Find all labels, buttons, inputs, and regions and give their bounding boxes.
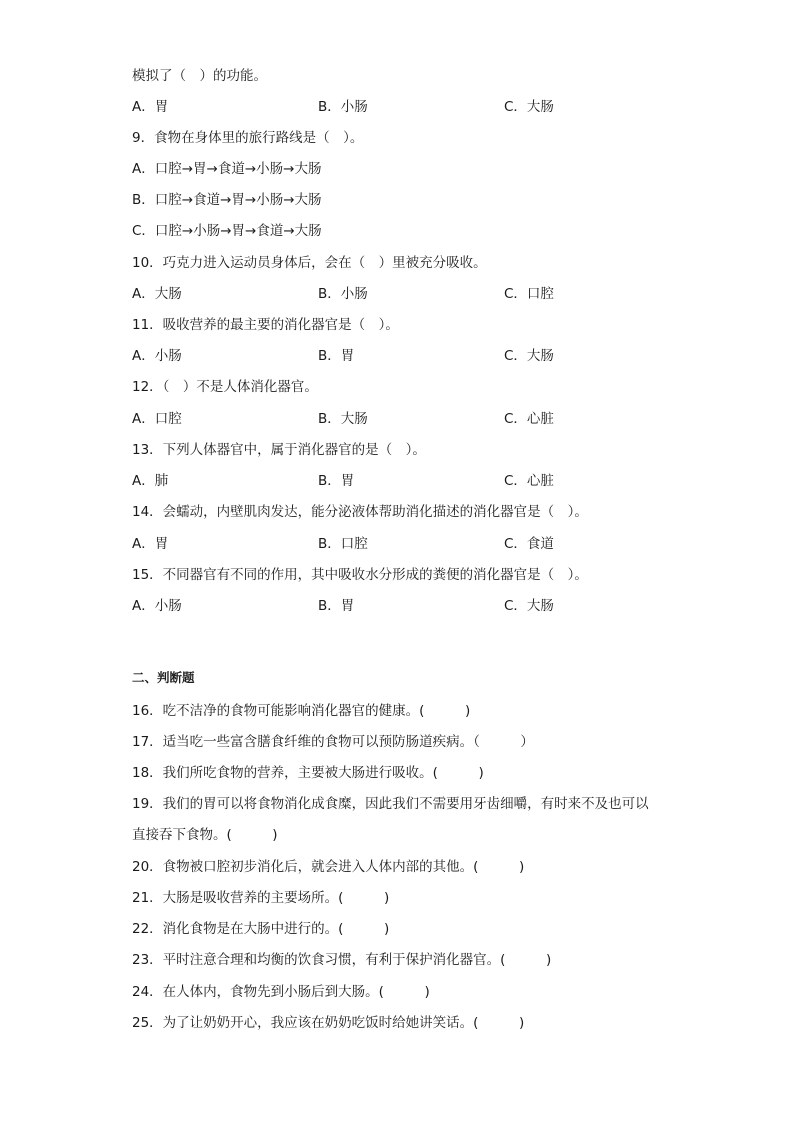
q10-option-c: C．口腔 [504, 286, 554, 302]
question-9: 9．食物在身体里的旅行路线是（ ）。 [132, 130, 364, 146]
q10-option-a: A．大肠 [132, 286, 182, 302]
question-14: 14．会蠕动，内壁肌肉发达，能分泌液体帮助消化描述的消化器官是（ ）。 [132, 504, 588, 520]
q14-option-a: A．胃 [132, 536, 169, 552]
q8-option-b: B．小肠 [318, 99, 368, 115]
question-13: 13．下列人体器官中，属于消化器官的是（ ）。 [132, 442, 426, 458]
question-19-line-2: 直接吞下食物。( ) [132, 827, 278, 843]
question-17: 17．适当吃一些富含膳食纤维的食物可以预防肠道疾病。（ ） [132, 734, 534, 750]
question-18: 18．我们所吃食物的营养，主要被大肠进行吸收。( ) [132, 765, 484, 781]
question-16: 16．吃不洁净的食物可能影响消化器官的健康。( ) [132, 703, 471, 719]
question-12: 12．（ ）不是人体消化器官。 [132, 379, 318, 395]
question-21: 21．大肠是吸收营养的主要场所。( ) [132, 890, 390, 906]
question-24: 24．在人体内，食物先到小肠后到大肠。( ) [132, 984, 430, 1000]
q13-option-b: B．胃 [318, 473, 355, 489]
q12-option-a: A．口腔 [132, 411, 182, 427]
q8-option-a: A．胃 [132, 99, 169, 115]
q13-option-a: A．肺 [132, 473, 169, 489]
question-25: 25．为了让奶奶开心，我应该在奶奶吃饭时给她讲笑话。( ) [132, 1015, 525, 1031]
question-19-line-1: 19．我们的胃可以将食物消化成食糜，因此我们不需要用牙齿细嚼，有时来不及也可以 [132, 796, 649, 812]
question-11: 11．吸收营养的最主要的消化器官是（ ）。 [132, 317, 399, 333]
question-22: 22．消化食物是在大肠中进行的。( ) [132, 921, 390, 937]
q8-option-c: C．大肠 [504, 99, 554, 115]
question-8-continuation: 模拟了（ ）的功能。 [132, 68, 267, 84]
q14-option-b: B．口腔 [318, 536, 368, 552]
q9-option-a: A．口腔→胃→食道→小肠→大肠 [132, 161, 322, 177]
section-title-true-false: 二、判断题 [132, 670, 195, 685]
q12-option-b: B．大肠 [318, 411, 368, 427]
q12-option-c: C．心脏 [504, 411, 554, 427]
q14-option-c: C．食道 [504, 536, 554, 552]
q11-option-c: C．大肠 [504, 348, 554, 364]
q15-option-c: C．大肠 [504, 598, 554, 614]
q10-option-b: B．小肠 [318, 286, 368, 302]
question-10: 10．巧克力进入运动员身体后，会在（ ）里被充分吸收。 [132, 255, 487, 271]
q11-option-a: A．小肠 [132, 348, 182, 364]
question-20: 20．食物被口腔初步消化后，就会进入人体内部的其他。( ) [132, 859, 525, 875]
q9-option-c: C．口腔→小肠→胃→食道→大肠 [132, 223, 322, 239]
q9-option-b: B．口腔→食道→胃→小肠→大肠 [132, 192, 322, 208]
q13-option-c: C．心脏 [504, 473, 554, 489]
q11-option-b: B．胃 [318, 348, 355, 364]
q15-option-b: B．胃 [318, 598, 355, 614]
question-23: 23．平时注意合理和均衡的饮食习惯，有利于保护消化器官。( ) [132, 952, 552, 968]
question-15: 15．不同器官有不同的作用，其中吸收水分形成的粪便的消化器官是（ ）。 [132, 567, 588, 583]
q15-option-a: A．小肠 [132, 598, 182, 614]
